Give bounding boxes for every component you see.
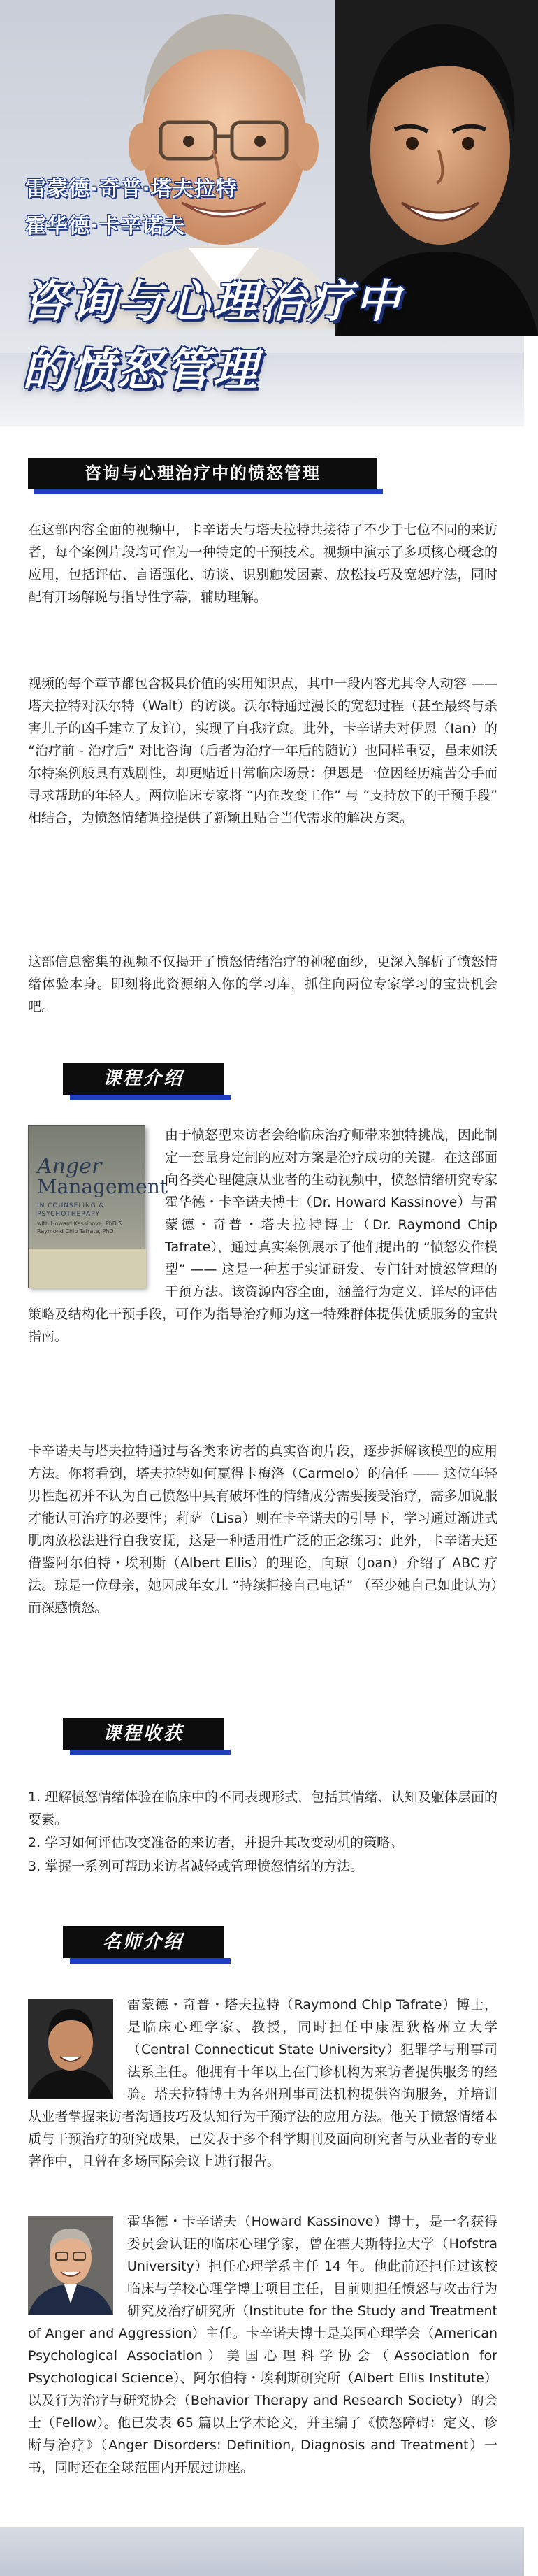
intro-heading: 咨询与心理治疗中的愤怒管理 xyxy=(85,463,321,483)
hero-name-kassinove: 霍华德·卡辛诺夫 xyxy=(25,214,186,238)
book-title-management: Management xyxy=(37,1175,168,1198)
tag-underline xyxy=(70,1095,231,1100)
teacher-bio-2 xyxy=(28,2210,497,2479)
avatar-float-spacer xyxy=(28,2210,127,2315)
course-intro-paragraph-1 xyxy=(28,1124,497,1348)
intro-paragraph-2: 视频的每个章节都包含极具价值的实用知识点，其中一段内容尤其令人动容 —— 塔夫拉特对沃尔特（Walt）的访谈。沃尔特通过漫长的宽恕过程（甚至最终与杀害儿子的凶手建立了友谊），实现了自我疗愈。此外，卡辛诺夫对伊恩（Ian）的 “治疗前 - 治疗后” 对比咨询（后者为治疗一年后的随访）也同样重要，虽未如沃尔特案例般具有戏剧性，却更贴近日常临床场景：伊恩是一位因经历痛苦分手而寻求帮助的年轻人。两位临床专家将 “内在改变工作” 与 “支持放下的干预手段” 相结合，为愤怒情绪调控提供了新颖且贴合当代需求的解决方案。 xyxy=(28,676,497,826)
gains-tag-label: 课程收获 xyxy=(102,1723,184,1744)
course-intro-tag xyxy=(63,1063,231,1100)
book-title-anger: Anger xyxy=(37,1154,102,1179)
book-authors: with Howard Kassinove, PhD & Raymond Chip Tafrate, PhD xyxy=(37,1221,123,1235)
footer-band xyxy=(0,2527,524,2576)
intro-heading-banner xyxy=(28,458,383,494)
teachers-tag-label: 名师介绍 xyxy=(102,1931,184,1952)
teachers-tag xyxy=(63,1926,231,1964)
gains-tag xyxy=(63,1718,231,1755)
hero-title-line2: 的愤怒管理 xyxy=(22,345,260,396)
gains-item-2: 2. 学习如何评估改变准备的来访者，并提升其改变动机的策略。 xyxy=(28,1835,404,1850)
course-intro-paragraph-2: 卡辛诺夫与塔夫拉特通过与各类来访者的真实咨询片段，逐步拆解该模型的应用方法。你将看到，塔夫拉特如何赢得卡梅洛（Carmelo）的信任 —— 这位年轻男性起初并不认为自己愤怒中具有破坏性的情绪成分需要接受治疗，需多加说服才能认可治疗的必要性；莉萨（Lisa）则在卡辛诺夫的引导下，学习通过渐进式肌肉放松法进行自我安抚，这是一种适用性广泛的正念练习；此外，卡辛诺夫还借鉴阿尔伯特・埃利斯（Albert Ellis）的理论，向琼（Joan）介绍了 ABC 疗法。琼是一位母亲，她因成年女儿 “持续拒接自己电话” （至少她自己如此认为）而深感愤怒。 xyxy=(28,1444,497,1616)
intro-paragraph-3: 这部信息密集的视频不仅揭开了愤怒情绪治疗的神秘面纱，更深入解析了愤怒情绪体验本身。即刻将此资源纳入你的学习库，抓住向两位专家学习的宝贵机会吧。 xyxy=(28,954,497,1014)
course-intro-tag-label: 课程介绍 xyxy=(102,1068,184,1089)
teacher-bio-1-text: 雷蒙德・奇普・塔夫拉特（Raymond Chip Tafrate）博士，是临床心理学家、教授，同时担任中康涅狄格州立大学（Central Connecticut State University）犯罪学与刑事司法系主任。他拥有十年以上在门诊机构为来访者提供服务的经验。塔夫拉特博士为各州刑事司法机构提供咨询服务，并培训从业者掌握来访者沟通技巧及认知行为干预疗法的应用方法。他关于愤怒情绪本质与干预治疗的研究成果，已发表于多个科学期刊及面向研究者与从业者的专业著作中，且曾在多场国际会议上进行报告。 xyxy=(28,1997,497,2169)
teacher-bio-2-text: 霍华德・卡辛诺夫（Howard Kassinove）博士，是一名获得委员会认证的临床心理学家，曾在霍夫斯特拉大学（Hofstra University）担任心理学系主任 14 年。他此前还担任过该校临床与学校心理学博士项目主任，目前则担任愤怒与攻击行为研究及治疗研究所（Institute for the Study and Treatment of Anger and Aggression）主任。卡辛诺夫博士是美国心理学会（American Psychological Association）美国心理科学协会（Association for Psychological Science）、阿尔伯特・埃利斯研究所（Albert Ellis Institute）以及行为治疗与研究协会（Behavior Therapy and Research Society）的会士（Fellow）。他已发表 65 篇以上学术论文，并主编了《愤怒障碍：定义、诊断与治疗》（Anger Disorders: Definition, Diagnosis and Treatment）一书，同时还在全球范围内开展过讲座。 xyxy=(28,2214,497,2475)
intro-paragraph-1: 在这部内容全面的视频中，卡辛诺夫与塔夫拉特共接待了不少于七位不同的来访者，每个案例片段均可作为一种特定的干预技术。视频中演示了多项核心概念的应用，包括评估、言语强化、访谈、识别触发因素、放松技巧及宽恕疗法，同时配有开场解说与指导性字幕，辅助理解。 xyxy=(28,522,497,605)
book-subtitle: IN COUNSELING & PSYCHOTHERAPY xyxy=(37,1202,105,1218)
hero-banner xyxy=(0,0,524,426)
hero-title-line1: 咨询与心理治疗中 xyxy=(22,276,402,328)
gains-item-3: 3. 掌握一系列可帮助来访者减轻或管理愤怒情绪的方法。 xyxy=(28,1859,364,1874)
teacher-bio-1 xyxy=(28,1994,497,2173)
hero-name-tafrate: 雷蒙德·奇普·塔夫拉特 xyxy=(25,177,238,201)
heading-underline xyxy=(34,489,383,494)
avatar-float-spacer xyxy=(28,1994,127,2099)
course-intro-paragraph-1-text: 由于愤怒型来访者会给临床治疗师带来独特挑战，因此制定一套量身定制的应对方案是治疗成功的关键。在这部面向各类心理健康从业者的生动视频中，愤怒情绪研究专家霍华德・卡辛诺夫博士（Dr. Howard Kassinove）与雷蒙德・奇普・塔夫拉特博士（Dr. Raymond Chip Tafrate），通过真实案例展示了他们提出的 “愤怒发作模型” —— 这是一种基于实证研发、专门针对愤怒管理的干预方法。该资源内容全面，涵盖行为定义、详尽的评估策略及结构化干预手段，可作为指导治疗师为这一特殊群体提供优质服务的宝贵指南。 xyxy=(28,1128,497,1344)
book-float-spacer xyxy=(28,1124,165,1286)
tag-underline xyxy=(70,1958,231,1964)
tag-underline xyxy=(70,1750,231,1755)
gains-item-1: 1. 理解愤怒情绪体验在临床中的不同表现形式，包括其情绪、认知及躯体层面的要素。 xyxy=(28,1790,497,1827)
